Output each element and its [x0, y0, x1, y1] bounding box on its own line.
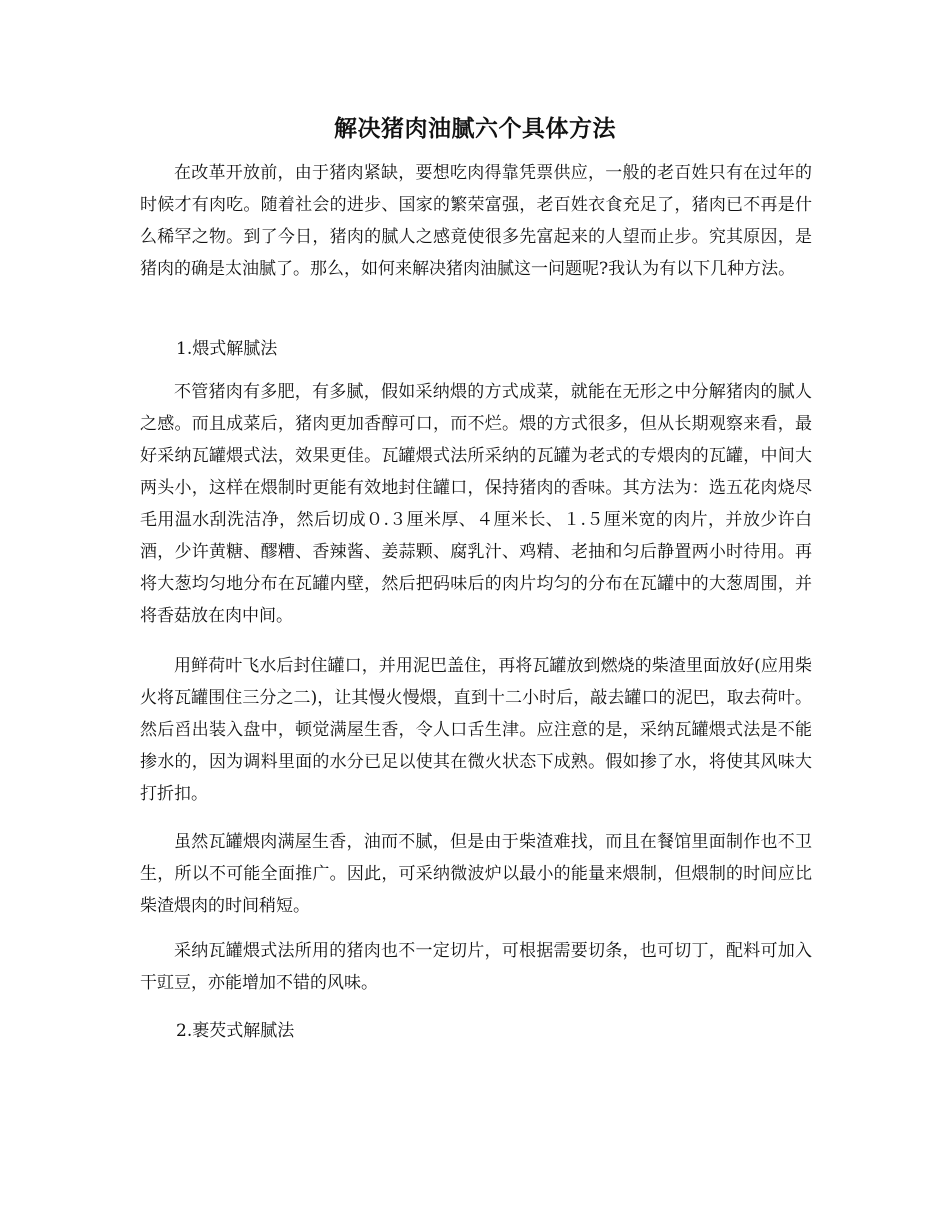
document-title: 解决猪肉油腻六个具体方法: [334, 115, 616, 142]
section-heading-1: 1.煨式解腻法: [176, 339, 278, 359]
section-1-paragraph-4: 采纳瓦罐煨式法所用的猪肉也不一定切片，可根据需要切条，也可切丁，配料可加入干豇豆，亦能增加不错的风味。: [140, 941, 812, 993]
section-heading-2: 2.裹芡式解腻法: [176, 1021, 295, 1041]
intro-paragraph: 在改革开放前，由于猪肉紧缺，要想吃肉得靠凭票供应，一般的老百姓只有在过年的时候才有肉吃。随着社会的进步、国家的繁荣富强，老百姓衣食充足了，猪肉已不再是什么稀罕之物。到了今日，猪肉的腻人之感竟使很多先富起来的人望而止步。究其原因，是猪肉的确是太油腻了。那么，如何来解决猪肉油腻这一问题呢?我认为有以下几种方法。: [140, 163, 812, 279]
section-1-paragraph-2: 用鲜荷叶飞水后封住罐口，并用泥巴盖住，再将瓦罐放到燃烧的柴渣里面放好(应用柴火将瓦罐围住三分之二)，让其慢火慢煨，直到十二小时后，敲去罐口的泥巴，取去荷叶。然后舀出装入盘中，顿觉满屋生香，令人口舌生津。应注意的是，采纳瓦罐煨式法是不能掺水的，因为调料里面的水分已足以使其在微火状态下成熟。假如掺了水，将使其风味大打折扣。: [140, 656, 812, 804]
section-1-paragraph-1: 不管猪肉有多肥，有多腻，假如采纳煨的方式成菜，就能在无形之中分解猪肉的腻人之感。而且成菜后，猪肉更加香醇可口，而不烂。煨的方式很多，但从长期观察来看，最好采纳瓦罐煨式法，效果更佳。瓦罐煨式法所采纳的瓦罐为老式的专煨肉的瓦罐，中间大两头小，这样在煨制时更能有效地封住罐口，保持猪肉的香味。其方法为：选五花肉烧尽毛用温水刮洗洁净，然后切成０.３厘米厚、４厘米长、１.５厘米宽的肉片，并放少许白酒，少许黄糖、醪糟、香辣酱、姜蒜颗、腐乳汁、鸡精、老抽和匀后静置两小时待用。再将大葱均匀地分布在瓦罐内壁，然后把码味后的肉片均匀的分布在瓦罐中的大葱周围，并将香菇放在肉中间。: [140, 382, 812, 626]
section-1-paragraph-3: 虽然瓦罐煨肉满屋生香，油而不腻，但是由于柴渣难找，而且在餐馆里面制作也不卫生，所以不可能全面推广。因此，可采纳微波炉以最小的能量来煨制，但煨制的时间应比柴渣煨肉的时间稍短。: [140, 832, 812, 916]
